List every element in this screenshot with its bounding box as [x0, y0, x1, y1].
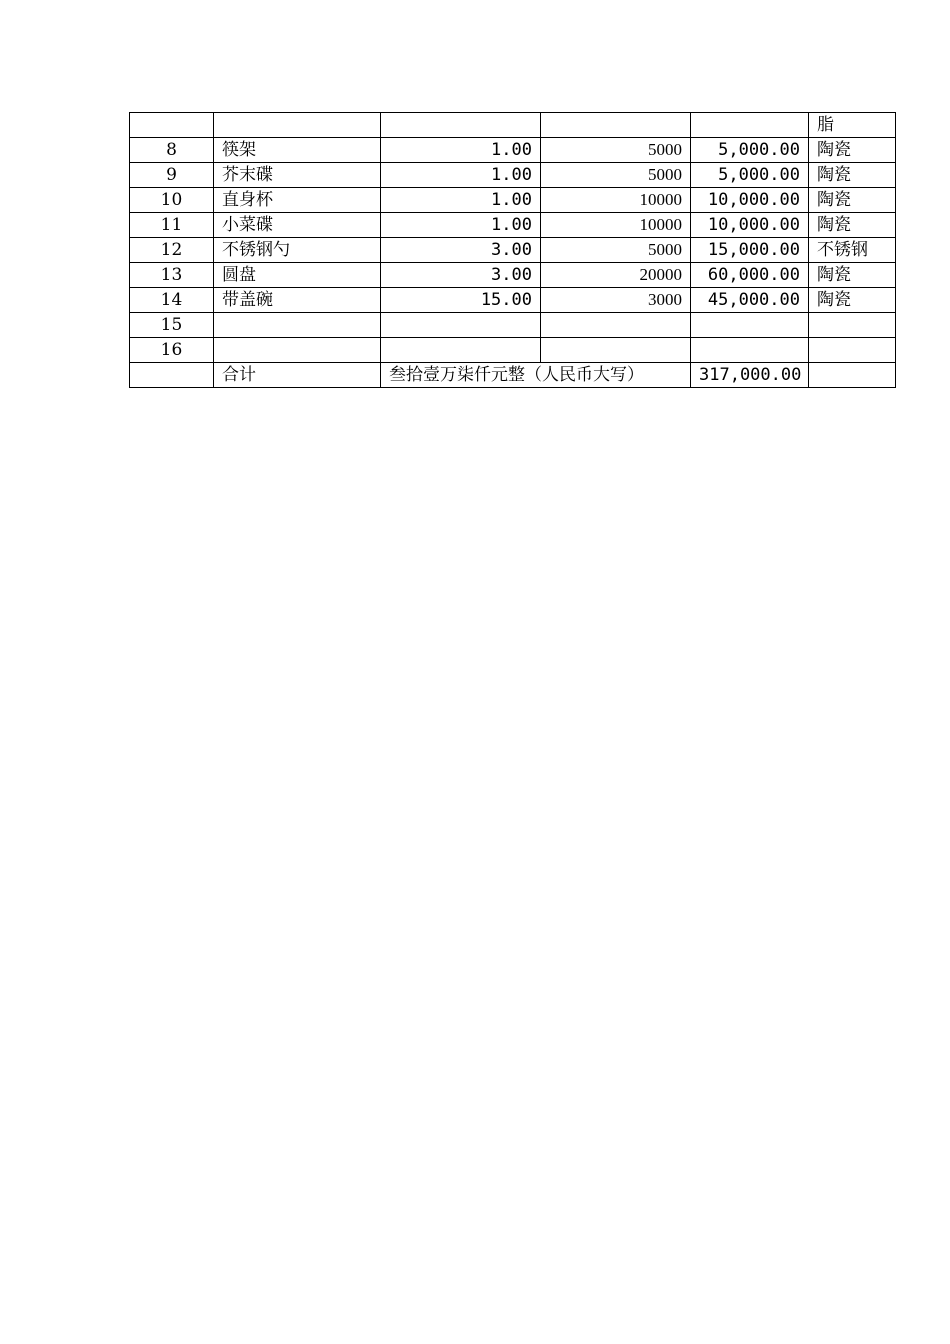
item-name: 筷架 — [214, 138, 381, 163]
total-number — [130, 363, 214, 388]
item-unit-price: 20000 — [541, 263, 691, 288]
item-quantity: 3.00 — [381, 238, 541, 263]
item-name: 直身杯 — [214, 188, 381, 213]
total-label: 合计 — [214, 363, 381, 388]
item-unit-price: 10000 — [541, 188, 691, 213]
item-quantity: 1.00 — [381, 213, 541, 238]
table-row — [130, 238, 896, 263]
item-quantity: 1.00 — [381, 163, 541, 188]
price-table — [129, 112, 896, 388]
item-quantity — [381, 113, 541, 138]
item-amount: 5,000.00 — [691, 138, 809, 163]
item-quantity — [381, 313, 541, 338]
item-number — [130, 113, 214, 138]
item-number: 16 — [130, 338, 214, 363]
table-row — [130, 213, 896, 238]
item-unit-price — [541, 113, 691, 138]
table-row — [130, 288, 896, 313]
item-material — [809, 313, 896, 338]
item-material: 陶瓷 — [809, 213, 896, 238]
total-material — [809, 363, 896, 388]
total-row — [130, 363, 896, 388]
total-amount-in-words: 叁拾壹万柒仟元整（人民币大写） — [381, 363, 691, 388]
item-unit-price: 5000 — [541, 238, 691, 263]
item-quantity: 15.00 — [381, 288, 541, 313]
item-amount — [691, 338, 809, 363]
item-name — [214, 313, 381, 338]
item-name — [214, 113, 381, 138]
item-amount: 15,000.00 — [691, 238, 809, 263]
item-name: 圆盘 — [214, 263, 381, 288]
item-number: 9 — [130, 163, 214, 188]
item-amount: 5,000.00 — [691, 163, 809, 188]
item-unit-price: 5000 — [541, 163, 691, 188]
table-row — [130, 338, 896, 363]
table-row — [130, 113, 896, 138]
item-number: 15 — [130, 313, 214, 338]
item-amount — [691, 113, 809, 138]
table-row — [130, 138, 896, 163]
item-quantity: 3.00 — [381, 263, 541, 288]
item-number: 8 — [130, 138, 214, 163]
item-amount: 10,000.00 — [691, 213, 809, 238]
item-quantity: 1.00 — [381, 138, 541, 163]
item-number: 10 — [130, 188, 214, 213]
table-row — [130, 313, 896, 338]
item-number: 11 — [130, 213, 214, 238]
item-number: 12 — [130, 238, 214, 263]
item-material: 陶瓷 — [809, 163, 896, 188]
item-name — [214, 338, 381, 363]
table-row — [130, 163, 896, 188]
item-material: 陶瓷 — [809, 138, 896, 163]
item-name: 不锈钢勺 — [214, 238, 381, 263]
item-amount: 60,000.00 — [691, 263, 809, 288]
item-quantity — [381, 338, 541, 363]
item-material: 陶瓷 — [809, 263, 896, 288]
item-amount: 45,000.00 — [691, 288, 809, 313]
total-amount: 317,000.00 — [691, 363, 809, 388]
item-unit-price: 5000 — [541, 138, 691, 163]
item-unit-price: 3000 — [541, 288, 691, 313]
item-number: 14 — [130, 288, 214, 313]
table-row — [130, 188, 896, 213]
item-name: 带盖碗 — [214, 288, 381, 313]
item-material: 不锈钢 — [809, 238, 896, 263]
item-unit-price: 10000 — [541, 213, 691, 238]
item-number: 13 — [130, 263, 214, 288]
item-unit-price — [541, 313, 691, 338]
item-material: 陶瓷 — [809, 288, 896, 313]
item-material: 陶瓷 — [809, 188, 896, 213]
table-row — [130, 263, 896, 288]
item-name: 小菜碟 — [214, 213, 381, 238]
item-quantity: 1.00 — [381, 188, 541, 213]
item-material — [809, 338, 896, 363]
item-amount: 10,000.00 — [691, 188, 809, 213]
item-amount — [691, 313, 809, 338]
item-unit-price — [541, 338, 691, 363]
item-material: 脂 — [809, 113, 896, 138]
item-name: 芥末碟 — [214, 163, 381, 188]
